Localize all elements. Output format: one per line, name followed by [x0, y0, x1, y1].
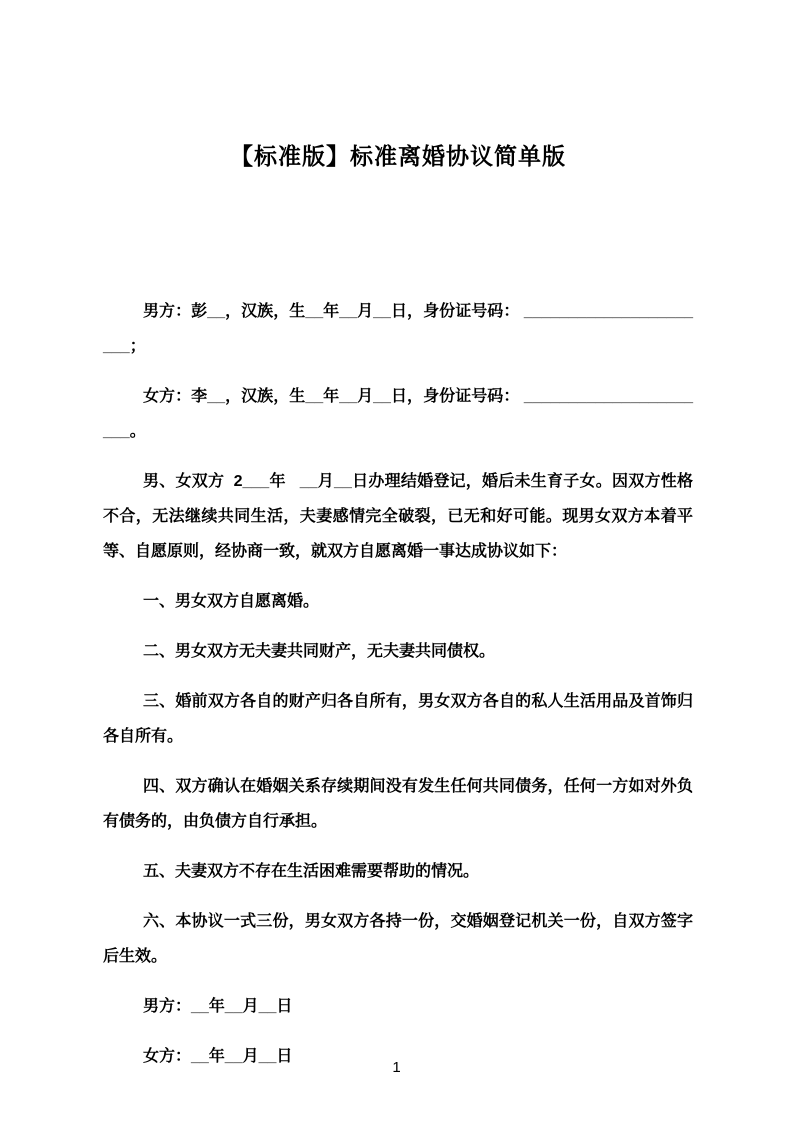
clause-3: 三、婚前双方各自的财产归各自所有，男女双方各自的私人生活用品及首饰归各自所有。: [103, 693, 693, 745]
intro-paragraph: 男、女双方 2___年 __月__日办理结婚登记，婚后未生育子女。因双方性格不合，无法继续共同生活，夫妻感情完全破裂，已无和好可能。现男女双方本着平等、自愿原则，经协商一致，就双方自愿离婚一事达成协议如下：: [103, 473, 693, 560]
page-number: 1: [392, 1059, 401, 1076]
signature-line-male: 男方：__年__月__日: [143, 998, 293, 1015]
clause-4: 四、双方确认在婚姻关系存续期间没有发生任何共同债务，任何一方如对外负有债务的，由负债方自行承担。: [103, 778, 693, 830]
clause-6: 六、本协议一式三份，男女双方各持一份，交婚姻登记机关一份，自双方签字后生效。: [103, 913, 693, 965]
document-content: [103, 0, 693, 1089]
signature-line-female: 女方：__年__月__日: [143, 1048, 293, 1065]
party-line-male: 男方：彭__，汉族，生__年__月__日，身份证号码： ______________________；: [103, 303, 693, 355]
clause-5: 五、夫妻双方不存在生活困难需要帮助的情况。: [143, 863, 480, 880]
document-title: 【标准版】标准离婚协议简单版: [230, 143, 566, 169]
clause-2: 二、男女双方无夫妻共同财产，无夫妻共同债权。: [143, 643, 496, 660]
clause-1: 一、男女双方自愿离婚。: [143, 593, 320, 610]
party-line-female: 女方：李__，汉族，生__年__月__日，身份证号码： ______________________。: [103, 388, 693, 440]
